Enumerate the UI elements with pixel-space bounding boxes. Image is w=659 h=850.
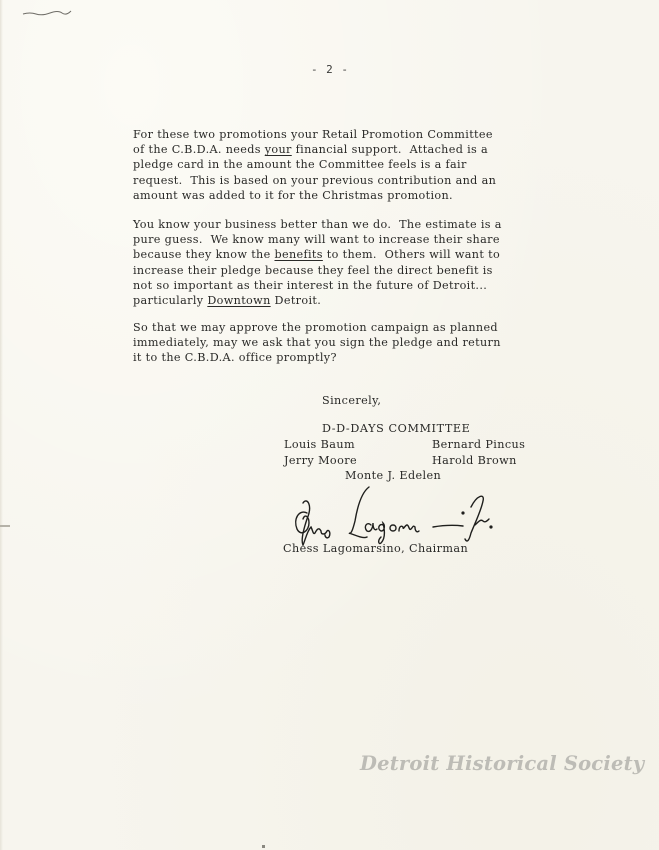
pencil-mark: [22, 10, 72, 16]
text-segment: to them. Others will want to: [322, 248, 501, 262]
text-segment: amount was added to it for the Christmas promotion.: [133, 188, 453, 202]
text-line: [133, 263, 543, 278]
paper-speck: [262, 845, 265, 848]
text-segment: financial support. Attached is a: [291, 143, 489, 157]
text-line: [133, 247, 543, 262]
text-line: [133, 157, 543, 172]
text-line: [133, 127, 543, 142]
text-segment: pledge card in the amount the Committee feels is a fair: [133, 158, 467, 172]
paragraph-3: [133, 320, 543, 366]
salutation: Sincerely,: [322, 394, 382, 407]
committee-member: Harold Brown: [432, 454, 517, 467]
paragraph-2: [133, 217, 543, 308]
text-line: [133, 173, 543, 188]
text-segment: You know your business better than we do. The estimate is a: [133, 218, 502, 231]
text-segment: not so important as their interest in the future of Detroit...: [133, 278, 488, 292]
text-segment: increase their pledge because they feel the direct benefit is: [133, 263, 493, 277]
text-segment: immediately, may we ask that you sign the pledge and return: [133, 336, 501, 350]
committee-member: Louis Baum: [284, 438, 355, 451]
watermark: Detroit Historical Society: [360, 752, 645, 775]
text-segment: So that we may approve the promotion campaign as planned: [133, 321, 498, 334]
text-segment: it to the C.B.D.A. office promptly?: [133, 351, 337, 365]
underlined-word: your: [264, 143, 292, 157]
text-segment: particularly: [133, 293, 208, 307]
committee-member: Bernard Pincus: [432, 438, 526, 451]
text-segment: because they know the: [133, 248, 275, 262]
page-number: - 2 -: [310, 63, 350, 76]
committee-name: D-D-DAYS COMMITTEE: [322, 422, 471, 435]
committee-member: Monte J. Edelen: [345, 469, 442, 482]
underlined-word: Downtown: [207, 293, 271, 307]
text-segment: pure guess. We know many will want to increase their share: [133, 233, 500, 247]
text-line: [133, 293, 543, 308]
text-segment: request. This is based on your previous contribution and an: [133, 173, 497, 187]
text-line: [133, 217, 543, 232]
text-segment: of the C.B.D.A. needs: [133, 143, 265, 157]
underlined-word: benefits: [274, 248, 323, 262]
paper-edge: [0, 0, 3, 850]
text-line: [133, 232, 543, 247]
committee-member: Jerry Moore: [284, 454, 357, 467]
text-line: [133, 320, 543, 335]
edge-mark: [0, 525, 10, 527]
text-segment: For these two promotions your Retail Promotion Committee: [133, 128, 493, 141]
text-line: [133, 278, 543, 293]
text-line: [133, 335, 543, 350]
text-line: [133, 142, 543, 157]
text-segment: Detroit.: [270, 293, 322, 307]
text-line: [133, 188, 543, 203]
paragraph-1: [133, 127, 543, 203]
signer-name: Chess Lagomarsino, Chairman: [283, 542, 469, 555]
text-line: [133, 350, 543, 365]
